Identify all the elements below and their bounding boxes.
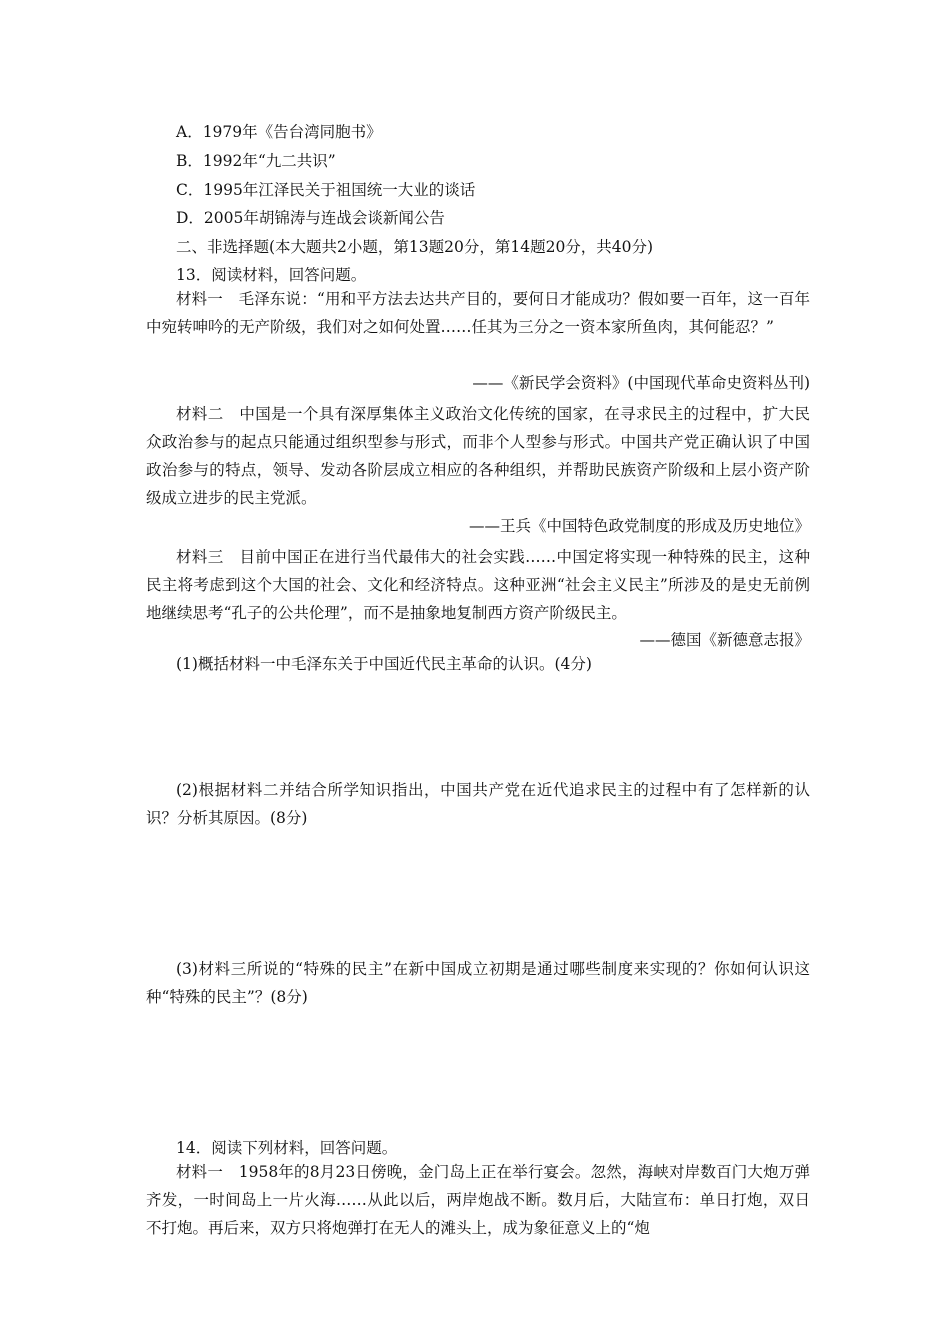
option-d: D．2005年胡锦涛与连战会谈新闻公告 bbox=[176, 209, 445, 227]
q13-material-2-source: ——王兵《中国特色政党制度的形成及历史地位》 bbox=[468, 517, 810, 535]
option-c: C．1995年江泽民关于祖国统一大业的谈话 bbox=[176, 181, 476, 199]
q13-subquestion-3: (3)材料三所说的“特殊的民主”在新中国成立初期是通过哪些制度来实现的？你如何认识这种“特殊的民主”？(8分) bbox=[146, 960, 810, 1006]
q13-material-1-source: ——《新民学会资料》(中国现代革命史资料丛刊) bbox=[472, 374, 810, 392]
q13-material-3-source: ——德国《新德意志报》 bbox=[639, 631, 810, 649]
q14-material-1: 材料一 1958年的8月23日傍晚，金门岛上正在举行宴会。忽然，海峡对岸数百门大炮万弹齐发，一时间岛上一片火海……从此以后，两岸炮战不断。数月后，大陆宣布：单日打炮，双日不打炮。再后来，双方只将炮弹打在无人的滩头上，成为象征意义上的“炮 bbox=[146, 1163, 810, 1237]
option-a: A．1979年《告台湾同胞书》 bbox=[176, 123, 382, 141]
q13-material-3: 材料三 目前中国正在进行当代最伟大的社会实践……中国定将实现一种特殊的民主，这种民主将考虑到这个大国的社会、文化和经济特点。这种亚洲“社会主义民主”所涉及的是史无前例地继续思考“孔子的公共伦理”，而不是抽象地复制西方资产阶级民主。 bbox=[146, 548, 810, 622]
q13-subquestion-1: (1)概括材料一中毛泽东关于中国近代民主革命的认识。(4分) bbox=[176, 655, 592, 673]
q13-title: 13．阅读材料，回答问题。 bbox=[176, 266, 367, 284]
q14-title: 14．阅读下列材料，回答问题。 bbox=[176, 1139, 398, 1157]
q13-material-2: 材料二 中国是一个具有深厚集体主义政治文化传统的国家，在寻求民主的过程中，扩大民众政治参与的起点只能通过组织型参与形式，而非个人型参与形式。中国共产党正确认识了中国政治参与的特点，领导、发动各阶层成立相应的各种组织，并帮助民族资产阶级和上层小资产阶级成立进步的民主党派。 bbox=[146, 405, 810, 507]
q13-subquestion-2: (2)根据材料二并结合所学知识指出，中国共产党在近代追求民主的过程中有了怎样新的认识？分析其原因。(8分) bbox=[146, 781, 810, 827]
option-b: B．1992年“九二共识” bbox=[176, 152, 336, 170]
section-heading: 二、非选择题(本大题共2小题，第13题20分，第14题20分，共40分) bbox=[176, 238, 654, 256]
q13-material-1: 材料一 毛泽东说：“用和平方法去达共产目的，要何日才能成功？假如要一百年，这一百年中宛转呻吟的无产阶级，我们对之如何处置……任其为三分之一资本家所鱼肉，其何能忍？” bbox=[146, 290, 810, 336]
